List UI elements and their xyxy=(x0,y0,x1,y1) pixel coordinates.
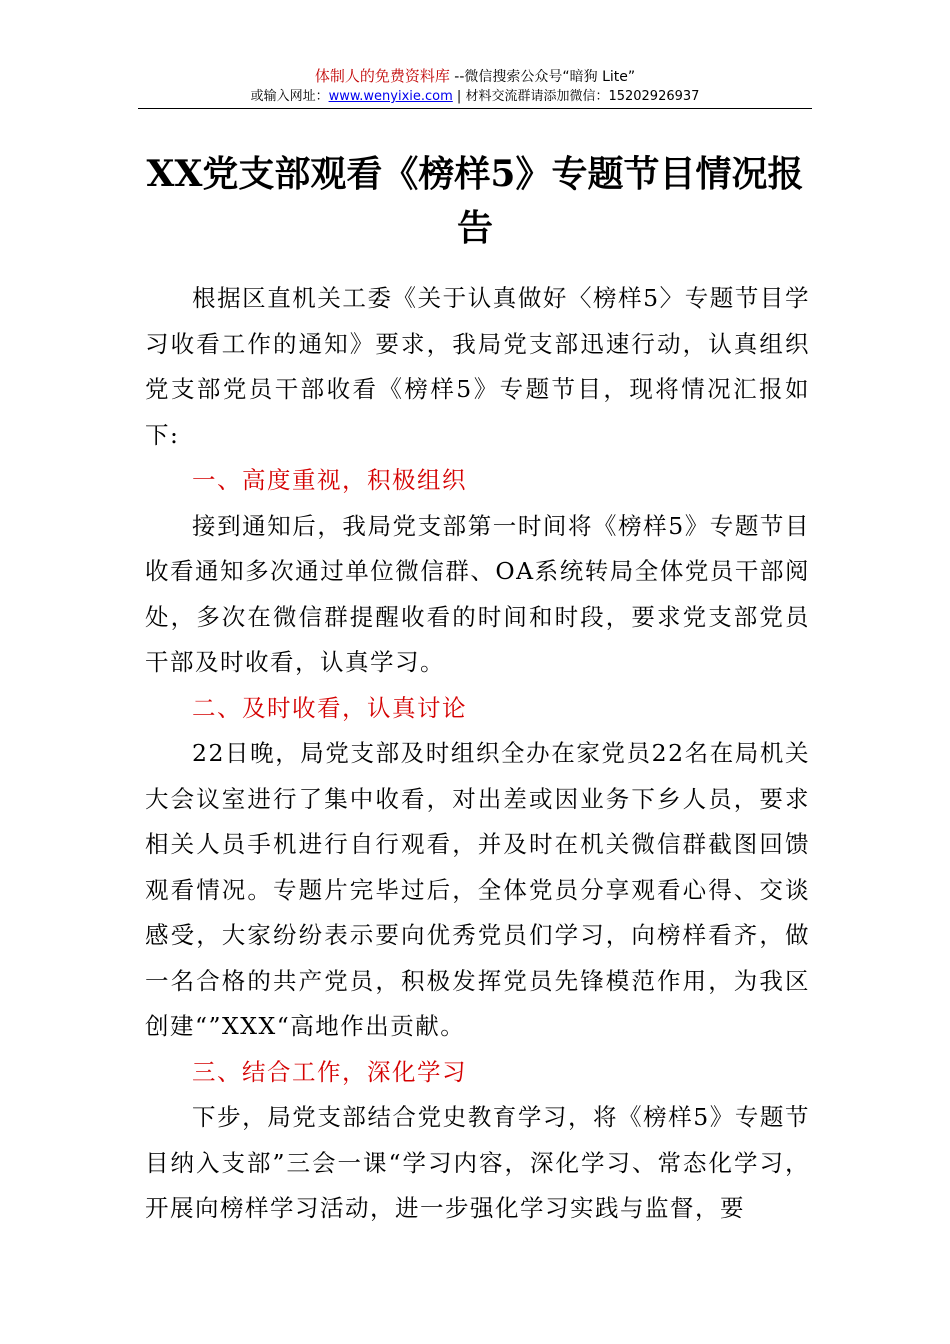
header-wechat-hint: --微信搜索公众号“暗狗 Lite” xyxy=(449,69,636,85)
header-contact: | 材料交流群请添加微信：15202926937 xyxy=(452,89,700,104)
section-1-heading: 一、高度重视，积极组织 xyxy=(192,466,467,494)
intro-paragraph: 根据区直机关工委《关于认真做好〈榜样5〉专题节目学习收看工作的通知》要求，我局党支部迅速行动，认真组织党支部党员干部收看《榜样5》专题节目，现将情况汇报如下: xyxy=(145,284,810,449)
header-brand: 体制人的免费资料库 xyxy=(314,67,450,85)
header-site-prefix: 或输入网址： xyxy=(250,89,329,104)
document-title: XX党支部观看《榜样5》专题节目情况报告 xyxy=(146,153,804,249)
page-header xyxy=(138,66,812,106)
header-site-link[interactable]: www.wenyixie.com xyxy=(328,89,453,104)
header-line-1 xyxy=(138,66,812,87)
section-3-paragraph: 下步，局党支部结合党史教育学习，将《榜样5》专题节目纳入支部”三会一课“学习内容，深化学习、常态化学习，开展向榜样学习活动，进一步强化学习实践与监督，要 xyxy=(145,1103,810,1222)
section-2-heading: 二、及时收看，认真讨论 xyxy=(192,693,467,722)
header-divider xyxy=(138,108,812,109)
section-2-paragraph: 22日晚，局党支部及时组织全办在家党员22名在局机关大会议室进行了集中收看，对出差或因业务下乡人员，要求相关人员手机进行自行观看，并及时在机关微信群截图回馈观看情况。专题片完毕过后，全体党员分享观看心得、交谈感受，大家纷纷表示要向优秀党员们学习，向榜样看齐，做一名合格的共产党员，积极发挥党员先锋模范作用，为我区创建“”XXX“高地作出贡献。 xyxy=(145,739,810,1040)
section-1-paragraph: 接到通知后，我局党支部第一时间将《榜样5》专题节目收看通知多次通过单位微信群、OA系统转局全体党员干部阅处，多次在微信群提醒收看的时间和时段，要求党支部党员干部及时收看，认真学习。 xyxy=(145,511,810,676)
header-line-2 xyxy=(138,88,812,106)
document-body xyxy=(145,276,810,1232)
section-3-heading: 三、结合工作，深化学习 xyxy=(192,1057,467,1086)
